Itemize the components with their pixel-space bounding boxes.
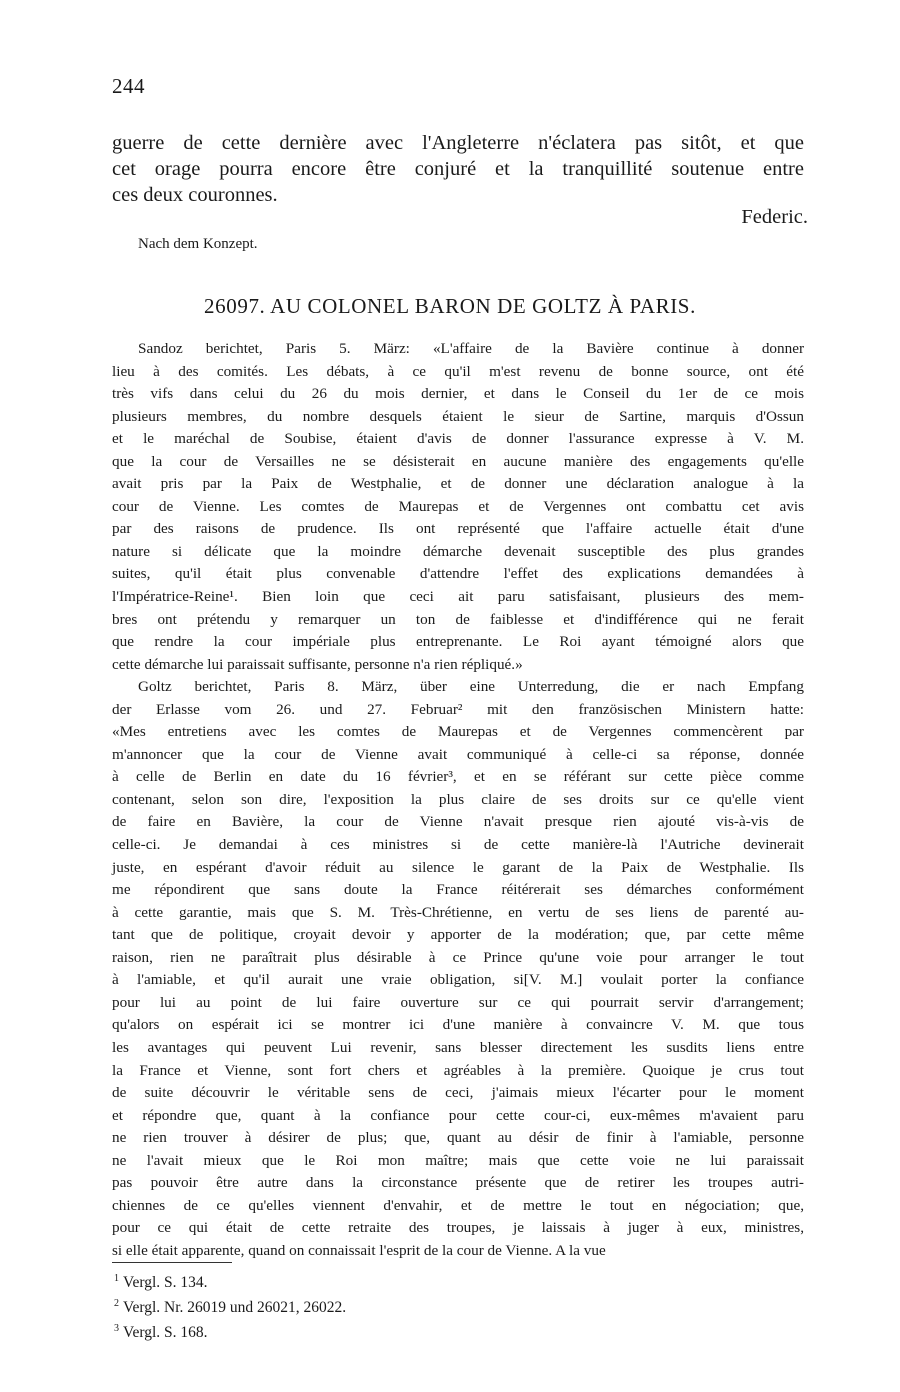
- footnote: [114, 1268, 346, 1293]
- text-line: à celle de Berlin en date du 16 février³, et en se référant sur cette pièce comme: [112, 768, 804, 786]
- text-line: l'Impératrice-Reine¹. Bien loin que ceci ait paru satisfaisant, plusieurs des mem-: [112, 588, 804, 606]
- text-line: de faire en Bavière, la cour de Vienne n'avait presque rien ajouté vis-à-vis de: [112, 813, 804, 831]
- text-line: pour ce qui était de cette retraite des troupes, je laissais à juger à eux, ministres,: [112, 1219, 804, 1237]
- footnotes: [114, 1268, 346, 1343]
- text-line: cour de Vienne. Les comtes de Maurepas et de Vergennes ont combattu cet avis: [112, 497, 804, 515]
- footnote-divider: [112, 1262, 232, 1263]
- text-line: que la cour de Versailles ne se désisterait en aucune manière des engagements qu'elle: [112, 452, 804, 470]
- text-line: par des raisons de prudence. Ils ont représenté que l'affaire actuelle était d'une: [112, 520, 804, 538]
- text-line: ces deux couronnes.: [112, 184, 278, 206]
- text-line: der Erlasse vom 26. und 27. Februar² mit den französischen Ministern hatte:: [112, 700, 804, 718]
- footnote-marker: 1: [114, 1273, 119, 1284]
- text-line: ne l'avait mieux que le Roi mon maître; mais que cette voie ne lui paraissait: [112, 1151, 804, 1169]
- text-line: à l'amiable, et qu'il aurait une vraie obligation, si[V. M.] voulait porter la confiance: [112, 971, 804, 989]
- text-line: nature si délicate que la moindre démarche devenait susceptible des plus grandes: [112, 542, 804, 560]
- text-line: pour lui au point de lui faire ouverture sur ce qui pourrait servir d'arrangement;: [112, 993, 804, 1011]
- text-line: juste, en espérant d'avoir réduit au silence le garant de la Paix de Westphalie. Ils: [112, 858, 804, 876]
- text-line: chiennes de ce qu'elles viennent d'envahir, et de mettre le tout en négociation; que,: [112, 1196, 804, 1214]
- text-line: lieu à des comités. Les débats, à ce qu'il m'est revenu de bonne source, ont été: [112, 362, 804, 380]
- footnote: [114, 1293, 346, 1318]
- text-line: cet orage pourra encore être conjuré et la tranquillité soutenue entre: [112, 158, 804, 180]
- text-line: très vifs dans celui du 26 du mois dernier, et dans le Conseil du 1er de ce mois: [112, 385, 804, 403]
- text-line: Goltz berichtet, Paris 8. März, über eine Unterredung, die er nach Empfang: [138, 678, 804, 696]
- text-line: les avantages qui peuvent Lui revenir, sans blesser directement les susdits liens entre: [112, 1038, 804, 1056]
- text-line: et le maréchal de Soubise, étaient d'avis de donner l'assurance expresse à V. M.: [112, 430, 804, 448]
- footnote-text: Vergl. S. 168.: [123, 1324, 208, 1342]
- text-line: guerre de cette dernière avec l'Angleterre n'éclatera pas sitôt, et que: [112, 132, 804, 154]
- footnote: [114, 1318, 346, 1343]
- text-line: pas pouvoir être autre dans la circonstance présente que de retirer les troupes autri-: [112, 1174, 804, 1192]
- text-line: de suite découvrir le véritable sens de ceci, j'aimais mieux l'écarter pour le moment: [112, 1084, 804, 1102]
- letter-heading: 26097. AU COLONEL BARON DE GOLTZ À PARIS.: [204, 294, 696, 318]
- text-line: tant que de politique, croyait devoir y apporter de la modération; que, par cette même: [112, 926, 804, 944]
- letter-body: [112, 338, 804, 1262]
- text-line: «Mes entretiens avec les comtes de Maurepas et de Vergennes commencèrent par: [112, 723, 804, 741]
- text-line: suites, qu'il était plus convenable d'attendre l'effet des explications demandées à: [112, 565, 804, 583]
- text-line: que rendre la cour impériale plus entreprenante. Le Roi ayant témoigné alors que: [112, 633, 804, 651]
- signature: Federic.: [741, 206, 808, 228]
- text-line: contenant, selon son dire, l'exposition la plus claire de ses droits sur ce qu'elle vient: [112, 790, 804, 808]
- text-line: et répondre que, quant à la confiance pour cette cour-ci, eux-mêmes m'avaient paru: [112, 1106, 804, 1124]
- text-line: avait pris par la Paix de Westphalie, et de donner une déclaration analogue à la: [112, 475, 804, 493]
- text-line: Sandoz berichtet, Paris 5. März: «L'affaire de la Bavière continue à donner: [138, 340, 804, 357]
- text-line: bres ont prétendu y remarquer un ton de faiblesse et d'indifférence qui ne ferait: [112, 610, 804, 628]
- footnote-text: Vergl. S. 134.: [123, 1274, 208, 1292]
- text-line: cette démarche lui paraissait suffisante, personne n'a rien répliqué.»: [112, 655, 523, 673]
- text-line: celle-ci. Je demandai à ces ministres si de cette manière-là l'Autriche devinerait: [112, 836, 804, 854]
- text-line: ne rien trouver à désirer de plus; que, quant au désir de finir à l'amiable, personne: [112, 1129, 804, 1147]
- source-note: Nach dem Konzept.: [138, 236, 258, 252]
- text-line: me répondirent que sans doute la France réitérerait ses démarches conformément: [112, 881, 804, 899]
- text-line: m'annoncer que la cour de Vienne avait communiqué à celle-ci sa réponse, donnée: [112, 745, 804, 763]
- text-line: à cette garantie, mais que S. M. Très-Chrétienne, en vertu de ses liens de parenté au-: [112, 903, 804, 921]
- footnote-marker: 3: [114, 1323, 119, 1335]
- text-line: si elle était apparente, quand on connaissait l'esprit de la cour de Vienne. A la vue: [112, 1241, 606, 1259]
- continued-paragraph: [112, 130, 804, 208]
- footnote-marker: 2: [114, 1298, 119, 1310]
- text-line: la France et Vienne, sont fort chers et agréables à la première. Quoique je crus tout: [112, 1061, 804, 1079]
- text-line: qu'alors on espérait ici se montrer ici d'une manière à convaincre V. M. que tous: [112, 1016, 804, 1034]
- text-line: plusieurs membres, du nombre desquels étaient le sieur de Sartine, marquis d'Ossun: [112, 407, 804, 425]
- page-number: 244: [112, 74, 145, 98]
- text-line: raison, rien ne paraîtrait plus désirable à ce Prince qu'une voie pour arranger le tout: [112, 948, 804, 966]
- footnote-text: Vergl. Nr. 26019 und 26021, 26022.: [123, 1299, 347, 1317]
